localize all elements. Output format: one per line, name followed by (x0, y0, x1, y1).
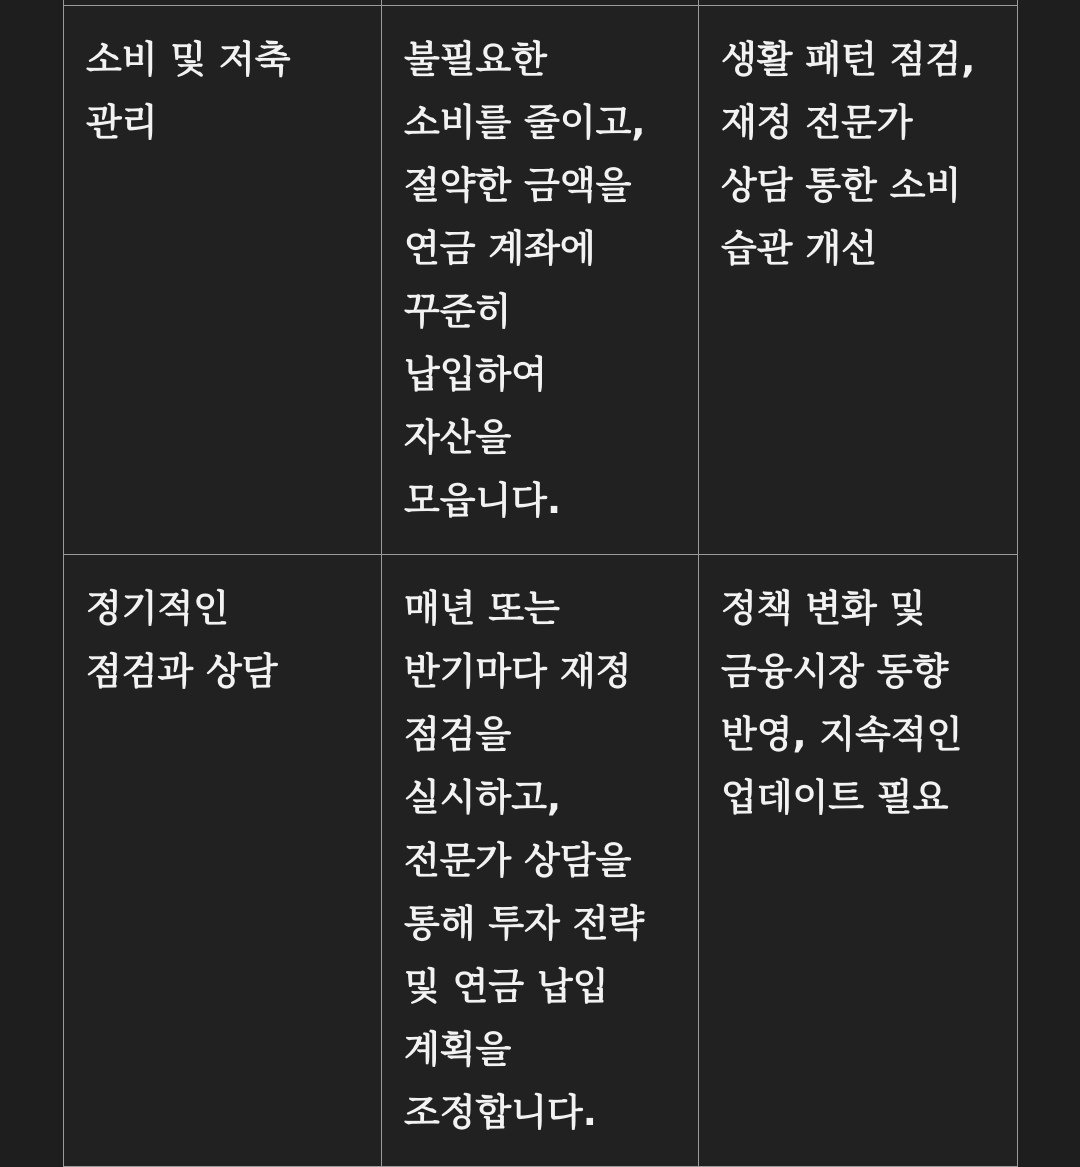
cell-text-line: 정기적인 (86, 587, 229, 630)
cell-text-line: 불필요한 (404, 38, 547, 81)
table-cell-category (64, 555, 382, 1167)
cell-text-line: 계획을 (404, 1028, 512, 1071)
table-cell-notes (699, 6, 1018, 555)
cell-text-line: 조정합니다. (404, 1091, 597, 1134)
table-cell-description (382, 555, 699, 1167)
cell-text-line: 절약한 금액을 (404, 164, 632, 207)
cell-text-line: 반기마다 재정 (404, 650, 632, 693)
content-table-container (63, 0, 1018, 1167)
cell-text-line: 꾸준히 (404, 290, 512, 333)
table-cell-category (64, 6, 382, 555)
cell-text-line: 실시하고, (404, 776, 562, 819)
cell-text-line: 상담 통한 소비 (721, 164, 962, 207)
financial-plan-table (63, 0, 1018, 1167)
table-cell-notes (699, 555, 1018, 1167)
cell-text-line: 및 연금 납입 (404, 965, 609, 1008)
cell-text-line: 자산을 (404, 416, 512, 459)
cell-text-line: 소비 및 저축 (86, 38, 291, 81)
cell-text-line: 점검과 상담 (86, 650, 278, 693)
cell-text-line: 관리 (86, 101, 158, 144)
cell-text-line: 소비를 줄이고, (404, 101, 646, 144)
cell-text-line: 반영, 지속적인 (721, 713, 963, 756)
cell-text-line: 납입하여 (404, 353, 547, 396)
table-cell-description (382, 6, 699, 555)
cell-text-line: 점검을 (404, 713, 512, 756)
table-row (64, 6, 1018, 555)
cell-text-line: 업데이트 필요 (721, 776, 949, 819)
cell-text-line: 재정 전문가 (721, 101, 913, 144)
cell-text-line: 모읍니다. (404, 479, 562, 522)
cell-text-line: 금융시장 동향 (721, 650, 949, 693)
cell-text-line: 습관 개선 (721, 227, 877, 270)
cell-text-line: 통해 투자 전략 (404, 902, 645, 945)
cell-text-line: 연금 계좌에 (404, 227, 596, 270)
cell-text-line: 전문가 상담을 (404, 839, 632, 882)
table-row (64, 555, 1018, 1167)
cell-text-line: 생활 패턴 점검, (721, 38, 976, 81)
cell-text-line: 정책 변화 및 (721, 587, 926, 630)
cell-text-line: 매년 또는 (404, 587, 560, 630)
